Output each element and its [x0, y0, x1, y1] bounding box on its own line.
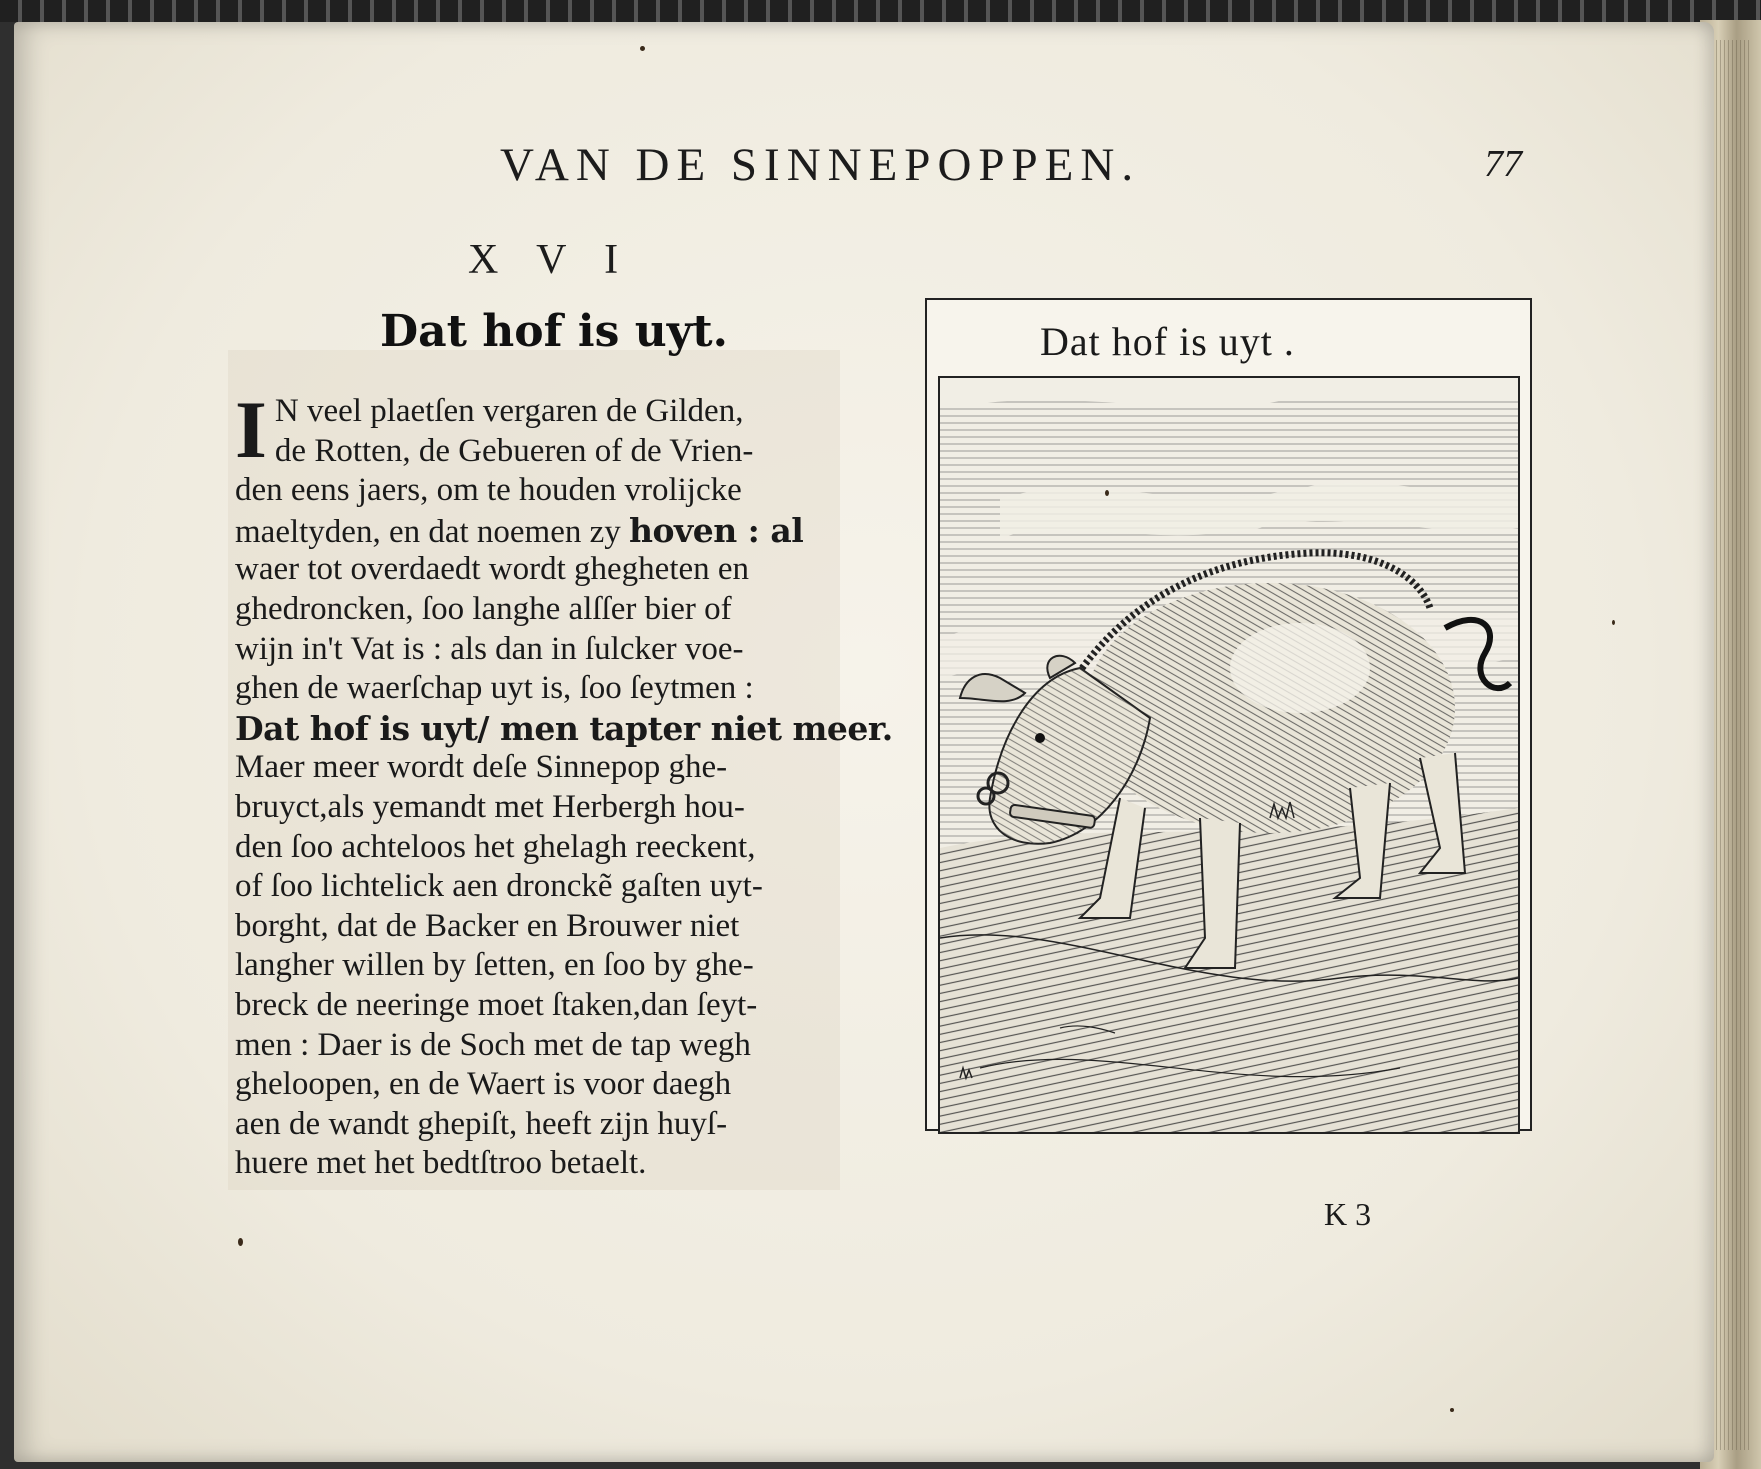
scanner-background-strip [0, 0, 1761, 22]
page-number: 77 [1484, 143, 1522, 185]
text-line: bruyct,als yemandt met Herbergh hou- [235, 788, 745, 825]
body-text [235, 384, 893, 1184]
text-line: wijn in't Vat is : als dan in ſulcker voe- [235, 630, 744, 667]
blackletter-word: hoven : al [629, 510, 804, 550]
text-line: huere met het bedtſtroo betaelt. [235, 1145, 647, 1182]
pig-engraving-illustration [940, 378, 1518, 1132]
text-line: borght, dat de Backer en Brouwer niet [235, 907, 740, 944]
text-line: breck de neeringe moet ſtaken,dan ſeyt- [235, 986, 758, 1023]
pig-engraving [938, 376, 1520, 1134]
text-line-with-blackletter [235, 511, 835, 551]
emblem-title: Dat hof is uyt. [380, 306, 728, 357]
text-line: langher willen by ſetten, en ſoo by ghe- [235, 947, 754, 984]
text-line: ghen de waerſchap uyt is, ſoo ſeytmen : [235, 670, 754, 707]
text-line: den ſoo achteloos het ghelagh reeckent, [235, 828, 756, 865]
text-line: ghedroncken, ſoo langhe alſſer bier of [235, 590, 732, 627]
page-speck [238, 1238, 243, 1246]
text-line: men : Daer is de Soch met de tap wegh [235, 1026, 751, 1063]
text-line: gheloopen, en de Waert is voor daegh [235, 1066, 732, 1103]
text-line-part: maeltyden, en dat noemen zy [235, 513, 621, 550]
page-edge-texture [1712, 40, 1752, 1450]
page-speck [1612, 620, 1615, 625]
text-line: of ſoo lichtelick aen dronckẽ gaſten uyt- [235, 868, 763, 905]
text-line: N veel plaetſen vergaren de Gilden, [274, 393, 744, 429]
text-line: aen de wandt ghepiſt, heeft zijn huyſ- [235, 1105, 728, 1142]
page-speck [1450, 1408, 1454, 1412]
emblem-number: X V I [468, 237, 633, 283]
text-line: de Rotten, de Gebueren of de Vrien- [274, 432, 754, 469]
text-line: Maer meer wordt deſe Sinnepop ghe- [235, 749, 728, 786]
text-line: waer tot overdaedt wordt ghegheten en [235, 551, 750, 588]
signature-mark: K 3 [1324, 1196, 1372, 1232]
text-line: den eens jaers, om te houden vrolijcke [235, 472, 742, 509]
page-speck [640, 46, 645, 51]
page-speck [1105, 490, 1109, 496]
blackletter-line: Dat hof is uyt/ men tapter niet meer. [235, 708, 893, 748]
running-head: VAN DE SINNEPOPPEN. [500, 139, 1141, 191]
drop-cap: I [235, 384, 267, 475]
plate-caption: Dat hof is uyt . [1040, 319, 1295, 364]
